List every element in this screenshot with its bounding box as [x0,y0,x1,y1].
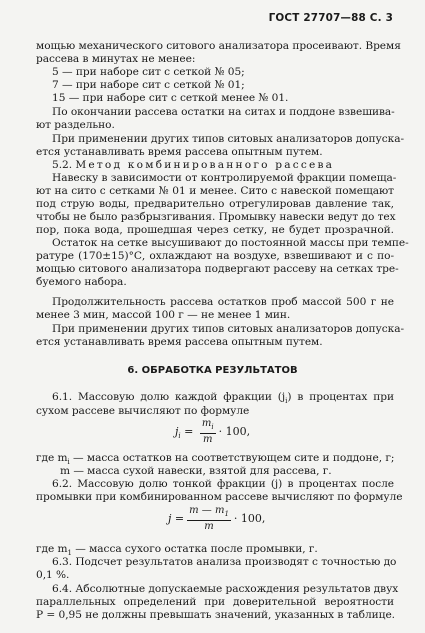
text-line: где $m_i$ — масса остатков на соответствующем сите и поддоне, г; [36,452,395,467]
text-line: 5 — при наборе сит с сеткой № 05; [52,66,245,78]
text-line: ется устанавливать время рассева опытным путем. [36,336,323,348]
method-heading: 5.2. Метод комбинированного рассева [52,159,335,171]
text-line: m — масса сухой навески, взятой для рассева, г. [60,465,332,477]
text-line: параллельных определений при доверительной вероятности [36,596,394,608]
text-line: По окончании рассева остатки на ситах и поддоне взвешива- [52,106,395,118]
text-line: При применении других типов ситовых анализаторов допуска- [52,323,404,335]
text-line: рассева в минутах не менее: [36,53,196,65]
page-header: ГОСТ 27707—88 С. 3 [268,12,393,24]
section-title: 6. ОБРАБОТКА РЕЗУЛЬТАТОВ [127,365,298,376]
text-line: 7 — при наборе сит с сеткой № 01; [52,79,245,91]
text-line: ется устанавливать время рассева опытным путем. [36,146,323,158]
text-line: чтобы не было разбрызгивания. Промывку навески ведут до тех [36,211,396,223]
text-line: менее 3 мин, массой 100 г — не менее 1 мин. [36,309,291,321]
text-line: где $m_1$ — масса сухого остатка после промывки, г. [36,543,318,558]
text-line: 6.3. Подсчет результатов анализа производят с точностью до [52,556,397,568]
text-line: 0,1 %. [36,569,70,581]
text-line: пор, пока вода, прошедшая через сетку, не будет прозрачной. [36,224,394,236]
text-line: Навеску в зависимости от контролируемой фракции помеща- [52,172,397,184]
text-line: 6.4. Абсолютные допускаемые расхождения результатов двух [52,583,399,595]
text-line: под струю воды, предварительно отрегулировав давление так, [36,198,394,210]
text-line: P = 0,95 не должны превышать значений, указанных в таблице. [36,609,395,621]
text-line: мощью механического ситового анализатора просеивают. Время [36,40,401,52]
text-line: промывки при комбинированном рассеве вычисляют по формуле [36,491,403,503]
text-line: ют на сито с сетками № 01 и менее. Сито с навеской помещают [36,185,394,197]
text-line: ют раздельно. [36,119,115,131]
text-line: При применении других типов ситовых анализаторов допуска- [52,133,404,145]
text-line: 15 — при наборе сит с сеткой менее № 01. [52,92,289,104]
text-line: 6.1. Массовую долю каждой фракции $(j_i)$ в процентах при [52,391,394,406]
text-line: буемого набора. [36,276,127,288]
text-line: Остаток на сетке высушивают до постоянной массы при темпе- [52,237,409,249]
formula-2: j = $\frac{m — m_1}{m}$ · 100, [168,505,266,532]
text-line: Продолжительность рассева остатков проб массой 500 г не [52,296,394,308]
text-line: сухом рассеве вычисляют по формуле [36,405,250,417]
text-line: мощью ситового анализатора подвергают рассеву на сетках тре- [36,263,399,275]
text-line: ратуре (170±15)°С, охлаждают на воздухе, взвешивают и с по- [36,250,394,262]
text-line: 6.2. Массовую долю тонкой фракции (j) в процентах после [52,478,394,490]
formula-1: $j_i$ = $\frac{m_i}{m}$ · 100, [175,418,251,445]
